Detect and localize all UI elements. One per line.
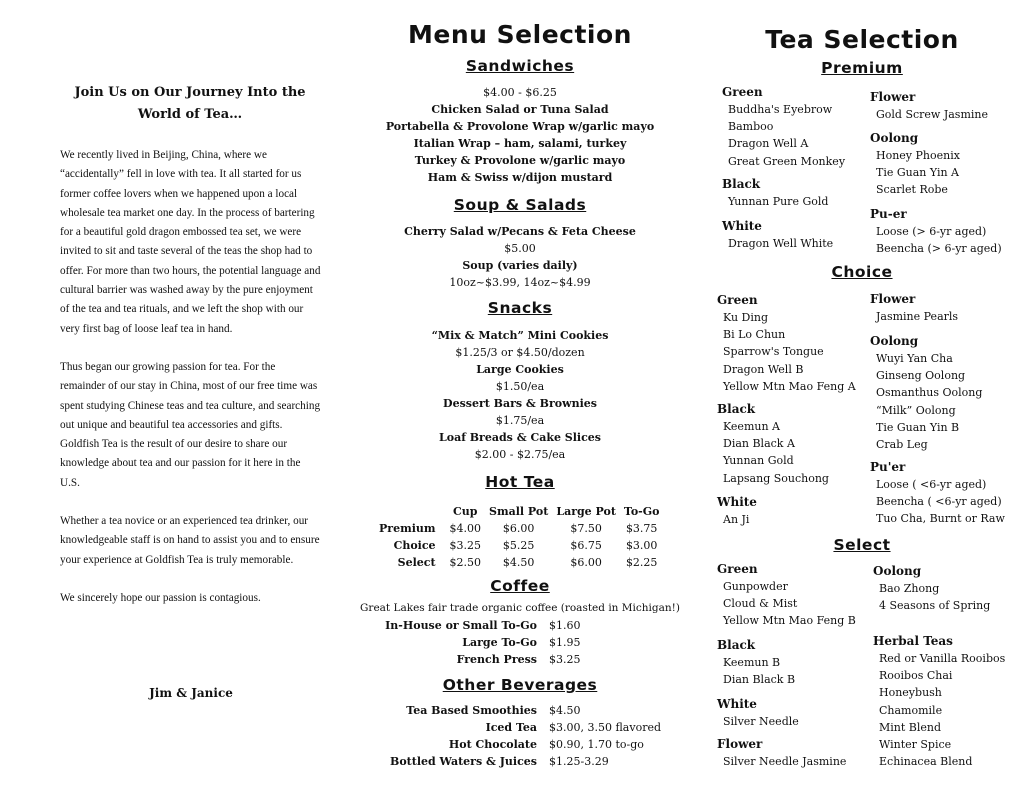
tea-item: Wuyi Yan Cha (876, 352, 953, 365)
coffee-heading: Coffee (490, 577, 550, 595)
select-green-group (717, 560, 856, 630)
tea-category: Oolong (870, 334, 919, 348)
snack-line: $2.00 - $2.75/ea (474, 448, 566, 461)
tea-item: Beencha (> 6-yr aged) (876, 242, 1002, 256)
tea-item: Silver Needle (723, 715, 799, 728)
choice-black-group (717, 400, 829, 487)
tea-item: Tuo Cha, Burnt or Raw (876, 512, 1005, 526)
coffee-row (345, 651, 695, 668)
choice-oolong-group (870, 332, 982, 453)
sandwich-item: Portabella & Provolone Wrap w/garlic mayo (385, 120, 655, 133)
hot-tea-price: $3.00 (625, 539, 658, 552)
tea-item: Buddha's Eyebrow (728, 103, 833, 116)
tea-item: Great Green Monkey (728, 154, 846, 168)
snack-line: Large Cookies (476, 363, 564, 376)
beverage-price: $1.25-3.29 (549, 755, 609, 768)
intro-paragraph: We sincerely hope our passion is contagious. (60, 591, 261, 604)
tea-item: Winter Spice (879, 738, 952, 752)
select-white-group (717, 695, 799, 730)
tea-category: Flower (717, 737, 763, 751)
choice-white-group (717, 493, 757, 528)
table-row (375, 554, 663, 571)
soup-line: Cherry Salad w/Pecans & Feta Cheese (404, 225, 636, 238)
intro-title-line-2: World of Tea… (137, 107, 243, 122)
tea-category: White (717, 495, 757, 509)
menu-title: Menu Selection (408, 20, 632, 49)
tea-item: Gold Screw Jasmine (876, 108, 988, 121)
beverage-label: Hot Chocolate (448, 738, 537, 751)
choice-puer-group (870, 458, 1005, 528)
snacks-heading: Snacks (487, 299, 553, 317)
hot-tea-price: $6.75 (570, 539, 602, 552)
premium-heading: Premium (821, 59, 903, 77)
hot-tea-price: $2.50 (449, 556, 482, 569)
hot-tea-col: Large Pot (556, 505, 616, 518)
hot-tea-price: $2.25 (625, 556, 658, 569)
beverage-row (345, 753, 695, 770)
tea-category: Green (717, 562, 758, 576)
coffee-label: In-House or Small To-Go (385, 619, 537, 632)
tea-item: Yellow Mtn Mao Feng A (723, 379, 856, 393)
hot-tea-col: Cup (453, 505, 478, 518)
table-row (375, 520, 663, 537)
tea-item: Honeybush (879, 686, 942, 700)
tea-item: Crab Leg (876, 438, 928, 452)
tea-item: Red or Vanilla Rooibos (879, 652, 1006, 665)
tea-item: Jasmine Pearls (876, 310, 959, 323)
sandwich-item: Turkey & Provolone w/garlic mayo (414, 154, 626, 167)
tea-item: Yellow Mtn Mao Feng B (723, 614, 856, 628)
tea-item: Ku Ding (723, 311, 769, 324)
beverage-row (345, 736, 695, 753)
tea-category: Pu'er (870, 460, 906, 474)
hot-tea-col: To-Go (623, 505, 660, 518)
intro-paragraph: Whether a tea novice or an experienced tea drinker, our knowledgeable staff is on hand to assist you and to ensure your experience at Goldfish Tea is truly memorable. (60, 515, 320, 566)
snack-line: Loaf Breads & Cake Slices (439, 431, 601, 444)
tea-category: Green (722, 85, 763, 99)
coffee-price: $1.60 (549, 619, 581, 632)
select-heading: Select (833, 536, 891, 554)
intro-title (70, 82, 310, 126)
beverage-row (345, 719, 695, 736)
hot-tea-price: $4.00 (449, 522, 482, 535)
soup-line: Soup (varies daily) (462, 259, 578, 272)
tea-category: Oolong (873, 564, 922, 578)
hot-tea-price: $6.00 (502, 522, 535, 535)
tea-panel (700, 0, 1024, 791)
sandwich-item: Italian Wrap – ham, salami, turkey (413, 137, 627, 150)
coffee-price: $1.95 (549, 636, 581, 649)
tea-item: Sparrow's Tongue (723, 345, 824, 359)
coffee-description: Great Lakes fair trade organic coffee (roasted in Michigan!) (360, 602, 680, 614)
snack-line: $1.50/ea (495, 380, 545, 393)
hot-tea-row-label: Premium (379, 522, 436, 535)
tea-category: Herbal Teas (873, 634, 953, 648)
tea-category: Black (717, 402, 756, 416)
intro-paragraph: We recently lived in Beijing, China, where we “accidentally” fell in love with tea. It all started for us former coffee lovers when we happened upon a local wholesale tea market one day. In the process of bartering for a beautiful gold dragon embossed tea set, we were invited to sit and taste several of the teas the shop had to offer. For more than two hours, the potential language and cultural barrier was washed away by the pure enjoyment of the tea and tea rituals, and we left the shop with our very first bag of loose leaf tea in hand. (60, 149, 321, 335)
beverage-label: Tea Based Smoothies (406, 704, 537, 717)
soup-heading: Soup & Salads (453, 196, 587, 214)
soup-line: $5.00 (504, 242, 536, 255)
tea-category: Oolong (870, 131, 919, 145)
hot-tea-price: $7.50 (570, 522, 602, 535)
tea-item: Lapsang Souchong (723, 471, 829, 485)
intro-paragraph: Thus began our growing passion for tea. For the remainder of our stay in China, most of our free time was spent studying Chinese teas and tea culture, and searching out unique and beautiful tea accessories and gifts. Goldfish Tea is the result of our desire to share our knowledge about tea and our passion for it here in the U.S. (60, 360, 321, 489)
sandwich-item: Chicken Salad or Tuna Salad (431, 103, 609, 116)
tea-item: An Ji (723, 513, 750, 526)
hot-tea-price: $3.25 (449, 539, 482, 552)
hot-tea-price: $6.00 (570, 556, 602, 569)
beverage-label: Iced Tea (485, 721, 537, 734)
tea-item: Honey Phoenix (876, 149, 960, 162)
hot-tea-row-label: Choice (393, 539, 436, 552)
tea-item: Dian Black B (723, 673, 796, 687)
choice-green-group (717, 291, 856, 395)
choice-heading: Choice (831, 263, 893, 281)
hot-tea-price: $4.50 (502, 556, 535, 569)
choice-flower-group (870, 290, 958, 325)
tea-item: Dragon Well A (728, 137, 809, 151)
tea-item: 4 Seasons of Spring (879, 599, 991, 613)
tea-item: Loose (> 6-yr aged) (876, 225, 987, 238)
coffee-label: Large To-Go (462, 636, 537, 649)
coffee-row (345, 617, 695, 634)
tea-item: Beencha ( <6-yr aged) (876, 495, 1002, 509)
tea-item: Dragon Well B (723, 362, 804, 376)
hot-tea-col: Small Pot (489, 505, 549, 518)
tea-item: Loose ( <6-yr aged) (876, 478, 987, 491)
select-herbal-group (873, 632, 1005, 770)
intro-body (60, 146, 322, 627)
premium-white-group (722, 217, 833, 252)
tea-category: Black (717, 638, 756, 652)
signature: Jim & Janice (149, 686, 233, 700)
tea-item: Echinacea Blend (879, 755, 973, 769)
tea-item: Bi Lo Chun (723, 328, 786, 342)
premium-puer-group (870, 205, 1002, 257)
tea-item: Osmanthus Oolong (876, 386, 983, 400)
tea-item: Mint Blend (879, 720, 942, 734)
tea-item: Dian Black A (723, 437, 795, 451)
tea-item: Chamomile (879, 703, 943, 717)
intro-panel (0, 0, 340, 791)
select-flower-group (717, 735, 846, 770)
tea-item: Dragon Well White (728, 237, 834, 250)
premium-flower-group (870, 88, 988, 123)
tea-category: White (722, 219, 762, 233)
tea-category: Flower (870, 292, 916, 306)
tea-category: White (717, 697, 757, 711)
tea-item: Yunnan Pure Gold (728, 195, 829, 208)
snack-line: $1.75/ea (495, 414, 545, 427)
tea-item: Bamboo (728, 120, 774, 134)
select-black-group (717, 636, 795, 688)
tea-item: Rooibos Chai (879, 669, 953, 683)
tea-item: Tie Guan Yin A (876, 166, 959, 180)
beverage-price: $3.00, 3.50 flavored (549, 721, 662, 734)
tea-category: Green (717, 293, 758, 307)
coffee-row (345, 634, 695, 651)
snack-line: $1.25/3 or $4.50/dozen (455, 346, 585, 359)
tea-category: Black (722, 177, 761, 191)
sandwiches-heading: Sandwiches (465, 57, 575, 75)
tea-item: Gunpowder (723, 580, 788, 593)
beverage-label: Bottled Waters & Juices (390, 755, 537, 768)
soup-section (345, 223, 695, 291)
tea-item: Yunnan Gold (723, 454, 794, 468)
tea-item: Bao Zhong (879, 582, 940, 595)
menu-panel (345, 0, 695, 791)
tea-item: Ginseng Oolong (876, 369, 966, 383)
hot-tea-price: $5.25 (502, 539, 535, 552)
premium-green-group (722, 83, 845, 170)
hot-tea-heading: Hot Tea (485, 473, 555, 491)
tea-item: Scarlet Robe (876, 183, 948, 197)
sandwiches-section (345, 84, 695, 186)
sandwich-item: Ham & Swiss w/dijon mustard (427, 171, 613, 184)
select-oolong-group (873, 562, 990, 614)
tea-item: Keemun B (723, 656, 781, 669)
tea-category: Flower (870, 90, 916, 104)
coffee-price: $3.25 (549, 653, 581, 666)
tea-item: Keemun A (723, 420, 780, 433)
beverage-price: $0.90, 1.70 to-go (549, 738, 644, 751)
coffee-label: French Press (456, 653, 537, 666)
hot-tea-row-label: Select (397, 556, 436, 569)
table-row (375, 537, 663, 554)
premium-oolong-group (870, 129, 960, 199)
beverage-price: $4.50 (549, 704, 581, 717)
intro-title-line-1: Join Us on Our Journey Into the (74, 85, 306, 100)
tea-item: Tie Guan Yin B (876, 420, 960, 434)
tea-item: Cloud & Mist (723, 597, 798, 611)
soup-line: 10oz~$3.99, 14oz~$4.99 (449, 276, 591, 289)
snack-line: Dessert Bars & Brownies (443, 397, 597, 410)
snacks-section (345, 327, 695, 463)
beverage-row (345, 702, 695, 719)
hot-tea-table (375, 503, 663, 571)
tea-title: Tea Selection (765, 25, 959, 54)
tea-item: “Milk” Oolong (876, 403, 956, 417)
other-beverages-heading: Other Beverages (442, 676, 598, 694)
hot-tea-header-row (375, 503, 663, 520)
tea-category: Pu-er (870, 207, 907, 221)
sandwiches-price: $4.00 - $6.25 (483, 86, 557, 99)
tea-item: Silver Needle Jasmine (723, 755, 847, 768)
premium-black-group (722, 175, 828, 210)
snack-line: “Mix & Match” Mini Cookies (431, 329, 609, 342)
hot-tea-price: $3.75 (625, 522, 658, 535)
